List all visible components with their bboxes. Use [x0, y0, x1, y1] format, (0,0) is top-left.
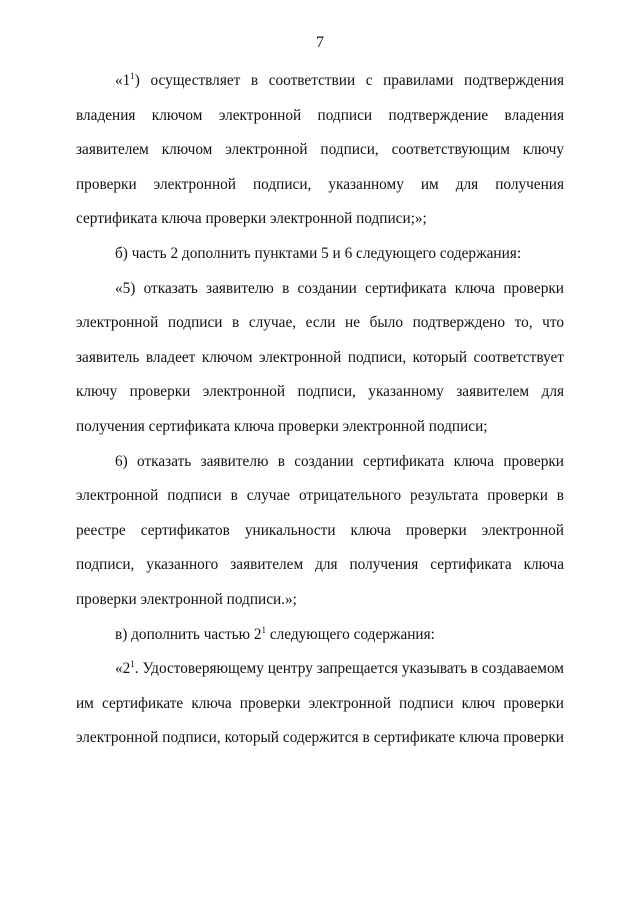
paragraph-text: следующего содержания:	[266, 625, 435, 643]
paragraph-item-v	[76, 618, 564, 653]
paragraph-item-b: б) часть 2 дополнить пунктами 5 и 6 следующего содержания:	[115, 244, 522, 262]
paragraph-item-2-1	[76, 652, 564, 756]
paragraph-text: . Удостоверяющему центру запрещается указывать в создаваемом им сертификате ключа проверки электронной подписи ключ проверки электронной подписи, который содержится в сертификате ключа проверки	[76, 660, 564, 747]
paragraph-prefix: «2	[115, 660, 131, 678]
paragraph-prefix: «1	[115, 72, 131, 89]
page-number: 7	[316, 34, 324, 51]
superscript: 1	[130, 71, 135, 81]
paragraph-prefix: в) дополнить частью 2	[115, 625, 262, 643]
superscript: 1	[261, 624, 267, 635]
document-body	[76, 64, 564, 756]
paragraph-item-1-1	[76, 64, 564, 237]
paragraph-text: ) осуществляет в соответствии с правилами подтверждения владения ключом электронной подписи подтверждение владения заявителем ключом электронной подписи, соответствующим ключу проверки электронной подписи, указанному им для получения сертификата ключа проверки электронной подписи;»;	[76, 72, 564, 228]
paragraph-item-5: «5) отказать заявителю в создании сертификата ключа проверки электронной подписи в случае, если не было подтверждено то, что заявитель владеет ключом электронной подписи, который соответствует ключу проверки электронной подписи, указанному заявителем для получения сертификата ключа проверки электронной подписи;	[76, 279, 564, 435]
superscript: 1	[130, 659, 135, 670]
paragraph-item-6: 6) отказать заявителю в создании сертификата ключа проверки электронной подписи в случае отрицательного результата проверки в реестре сертификатов уникальности ключа проверки электронной подписи, указанного заявителем для получения сертификата ключа проверки электронной подписи.»;	[76, 452, 564, 608]
